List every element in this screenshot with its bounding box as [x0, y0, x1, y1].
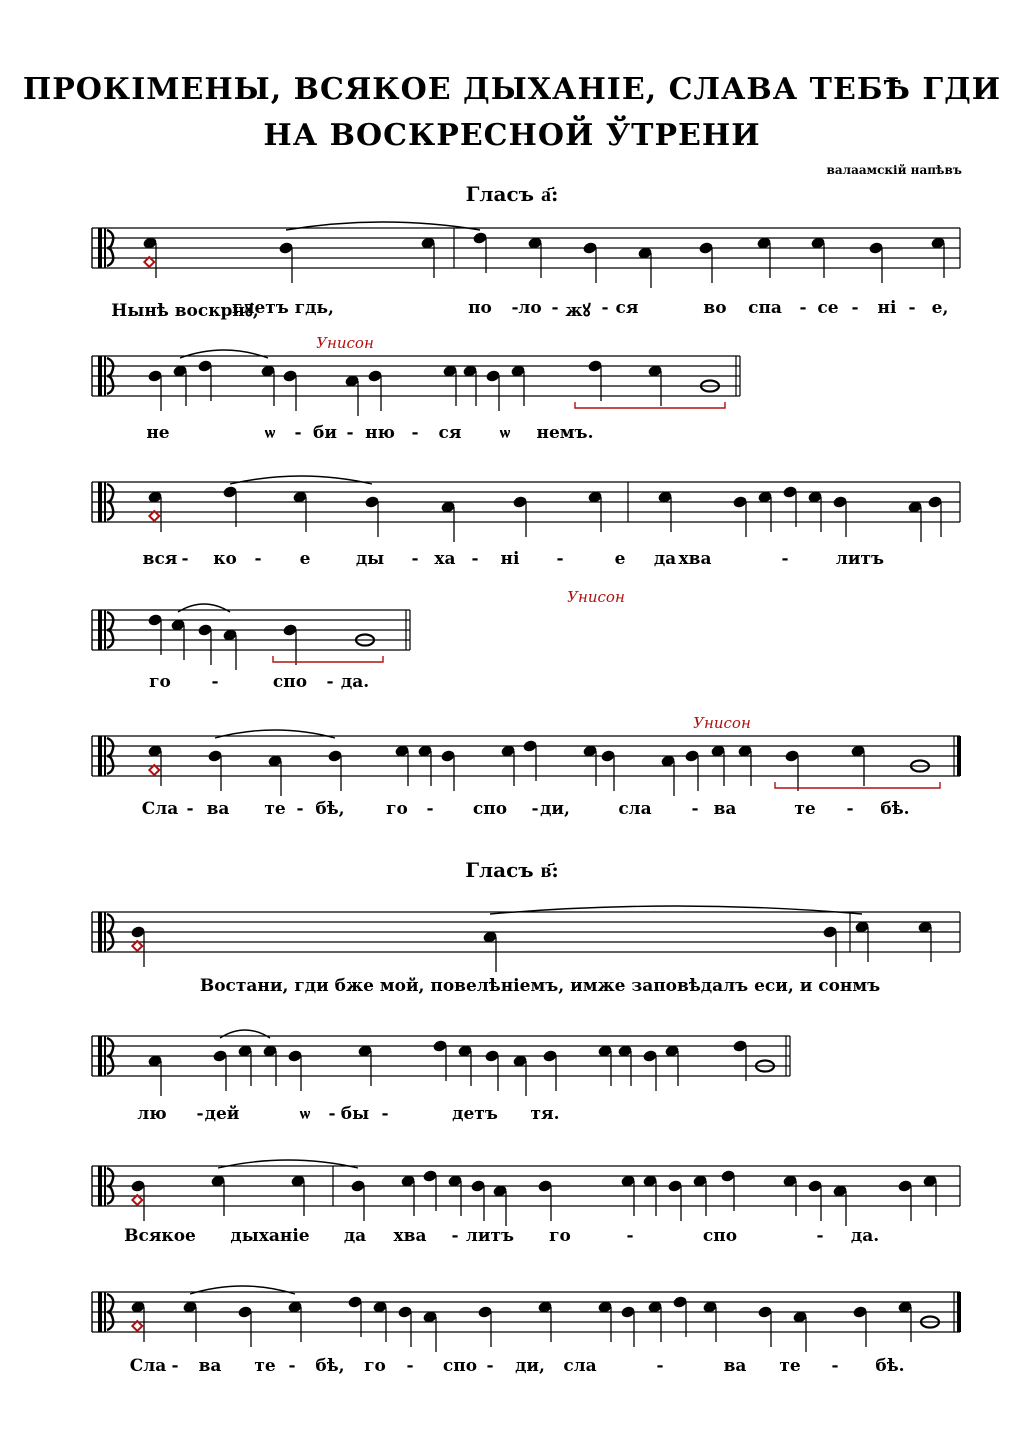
lyric-hyphen: - — [656, 1356, 664, 1376]
lyric-syllable: е — [299, 549, 311, 569]
lyric-syllable: би — [313, 423, 337, 443]
lyric-hyphen: - — [381, 1104, 389, 1124]
lyric-syllable: е, — [931, 298, 949, 318]
c-clef-bar-thin — [104, 1292, 106, 1332]
lyric-hyphen: - — [171, 1356, 179, 1376]
unison-bracket — [775, 782, 940, 788]
lyric-syllable: ды — [355, 549, 385, 569]
final-barline-thick — [957, 1292, 961, 1332]
lyric-syllable: глетъ гдь, — [232, 298, 334, 318]
section-heading-glas-1: Гласъ а҃: — [465, 182, 559, 206]
lyric-hyphen: - — [816, 1226, 824, 1246]
lyric-hyphen: - — [186, 799, 194, 819]
c-clef-bar-thin — [104, 482, 106, 522]
lyric-syllable: ню — [365, 423, 395, 443]
slur — [180, 350, 268, 358]
c-clef-bar — [98, 912, 102, 952]
lyric-syllable: ва — [713, 799, 737, 819]
slur — [190, 1286, 295, 1294]
lyric-syllable: сла — [618, 799, 652, 819]
lyric-syllable: ні — [877, 298, 897, 318]
lyric-syllable: ся — [438, 423, 462, 443]
lyric-syllable: се — [817, 298, 839, 318]
lyric-syllable: спо — [702, 1226, 738, 1246]
lyric-hyphen: - — [411, 423, 419, 443]
lyric-syllable: немъ. — [536, 423, 594, 443]
c-clef-bar-thin — [104, 912, 106, 952]
slur — [286, 222, 480, 230]
c-clef-bar — [98, 356, 102, 396]
lyric-syllable: да. — [850, 1226, 880, 1246]
lyric-hyphen: - — [451, 1226, 459, 1246]
lyric-hyphen: - — [406, 1356, 414, 1376]
lyric-syllable: ні — [500, 549, 520, 569]
c-clef-bar-thin — [104, 610, 106, 650]
lyric-syllable: Сла — [129, 1356, 167, 1376]
lyric-syllable: ся — [615, 298, 639, 318]
lyric-syllable: да — [343, 1226, 367, 1246]
lyric-syllable: хва — [393, 1226, 427, 1246]
lyric-syllable: те — [254, 1356, 276, 1376]
lyric-hyphen: - — [531, 799, 539, 819]
lyric-syllable: бѣ. — [875, 1356, 905, 1376]
c-clef-bar — [98, 736, 102, 776]
slur — [490, 906, 862, 914]
lyric-hyphen: - — [196, 1104, 204, 1124]
lyric-hyphen: - — [411, 549, 419, 569]
lyric-syllable: да. — [340, 672, 370, 692]
lyric-hyphen: - — [254, 549, 262, 569]
lyric-syllable: лю — [137, 1104, 167, 1124]
c-clef-bar-thin — [104, 228, 106, 268]
slur — [230, 476, 372, 484]
lyric-syllable: спо — [272, 672, 308, 692]
lyric-syllable: го — [386, 799, 408, 819]
lyric-syllable: ва — [723, 1356, 747, 1376]
section-heading-glas-2: Гласъ в҃: — [465, 858, 559, 882]
c-clef-bar — [98, 482, 102, 522]
lyric-syllable: ха — [434, 549, 456, 569]
lyric-syllable: ѡ — [264, 423, 276, 443]
page-title-line-1: ПРОКІМЕНЫ, ВСЯКОЕ ДЫХАНІЕ, СЛАВА ТЕБѢ ГДИ — [22, 72, 1002, 107]
lyric-hyphen: - — [626, 1226, 634, 1246]
lyric-syllable: спо — [442, 1356, 478, 1376]
lyric-syllable: го — [364, 1356, 386, 1376]
slur — [215, 730, 335, 738]
lyric-syllable: бѣ, — [315, 799, 345, 819]
lyric-syllable: бѣ, — [315, 1356, 345, 1376]
lyric-hyphen: - — [328, 1104, 336, 1124]
lyric-syllable: спо — [472, 799, 508, 819]
lyric-syllable: Нынѣ воскрнꙋ, — [111, 301, 259, 321]
lyric-syllable: бы — [340, 1104, 370, 1124]
page-title-line-2: НА ВОСКРЕСНОЙ ЎТРЕНИ — [263, 118, 761, 153]
lyric-syllable: литъ — [835, 549, 885, 569]
c-clef-bar — [98, 1292, 102, 1332]
lyric-hyphen: - — [511, 298, 519, 318]
lyric-syllable: те — [794, 799, 816, 819]
lyric-syllable: тя. — [530, 1104, 560, 1124]
lyric-hyphen: - — [288, 1356, 296, 1376]
lyric-syllable: вся — [142, 549, 178, 569]
c-clef-bar — [98, 610, 102, 650]
lyric-syllable: го — [149, 672, 171, 692]
lyric-hyphen: - — [691, 799, 699, 819]
c-clef-bar-thin — [104, 1036, 106, 1076]
lyric-syllable: спа — [748, 298, 782, 318]
lyric-hyphen: - — [211, 672, 219, 692]
slur — [220, 1030, 270, 1038]
lyric-hyphen: - — [294, 423, 302, 443]
c-clef-bar-thin — [104, 356, 106, 396]
c-clef-bar — [98, 1036, 102, 1076]
lyric-hyphen: - — [556, 549, 564, 569]
lyric-syllable: сла — [563, 1356, 597, 1376]
unison-label: Унисон — [316, 334, 374, 352]
unison-label: Унисон — [567, 588, 625, 606]
lyric-syllable: ко — [213, 549, 237, 569]
unison-label: Унисон — [693, 714, 751, 732]
lyric-hyphen: - — [426, 799, 434, 819]
lyric-hyphen: - — [326, 672, 334, 692]
lyric-syllable: хва — [678, 549, 712, 569]
lyric-syllable: го — [549, 1226, 571, 1246]
lyric-hyphen: - — [781, 549, 789, 569]
lyric-syllable: по — [468, 298, 492, 318]
lyric-syllable: ѡ — [499, 423, 511, 443]
unison-bracket — [273, 656, 383, 662]
lyric-syllable: ва — [198, 1356, 222, 1376]
c-clef-bar — [98, 1166, 102, 1206]
lyric-syllable: детъ — [452, 1104, 498, 1124]
lyric-hyphen: - — [851, 298, 859, 318]
lyric-hyphen: - — [181, 549, 189, 569]
lyric-hyphen: - — [831, 1356, 839, 1376]
c-clef-bar-thin — [104, 1166, 106, 1206]
lyric-syllable: во — [703, 298, 727, 318]
lyric-syllable: е — [614, 549, 626, 569]
lyric-syllable: ло — [518, 298, 542, 318]
lyric-syllable: дыханіе — [230, 1226, 310, 1246]
lyric-hyphen: - — [601, 298, 609, 318]
composer-label: валаамскій напѣвъ — [826, 163, 962, 177]
lyric-syllable: ди, — [540, 799, 570, 819]
lyric-syllable: дей — [204, 1104, 240, 1124]
lyric-syllable: Всякое — [124, 1226, 196, 1246]
lyric-syllable: жꙋ — [565, 301, 591, 321]
lyric-syllable: не — [146, 423, 170, 443]
lyric-syllable: Востани, гди бже мой, повелѣніемъ, имже заповѣдалъ еси, и сонмъ — [199, 976, 881, 996]
lyric-syllable: ва — [206, 799, 230, 819]
lyric-hyphen: - — [908, 298, 916, 318]
lyric-hyphen: - — [846, 799, 854, 819]
slur — [178, 604, 230, 612]
lyric-syllable: бѣ. — [880, 799, 910, 819]
lyric-hyphen: - — [799, 298, 807, 318]
lyric-syllable: да — [653, 549, 677, 569]
lyric-syllable: ѡ — [299, 1104, 311, 1124]
slur — [218, 1160, 358, 1168]
unison-bracket — [575, 402, 725, 408]
lyric-syllable: Сла — [141, 799, 179, 819]
c-clef-bar — [98, 228, 102, 268]
lyric-syllable: ди, — [515, 1356, 545, 1376]
lyric-hyphen: - — [551, 298, 559, 318]
lyric-hyphen: - — [296, 799, 304, 819]
c-clef-bar-thin — [104, 736, 106, 776]
lyric-hyphen: - — [486, 1356, 494, 1376]
lyric-syllable: те — [779, 1356, 801, 1376]
lyric-hyphen: - — [346, 423, 354, 443]
final-barline-thick — [957, 736, 961, 776]
lyric-syllable: те — [264, 799, 286, 819]
lyric-hyphen: - — [471, 549, 479, 569]
lyric-syllable: литъ — [465, 1226, 515, 1246]
